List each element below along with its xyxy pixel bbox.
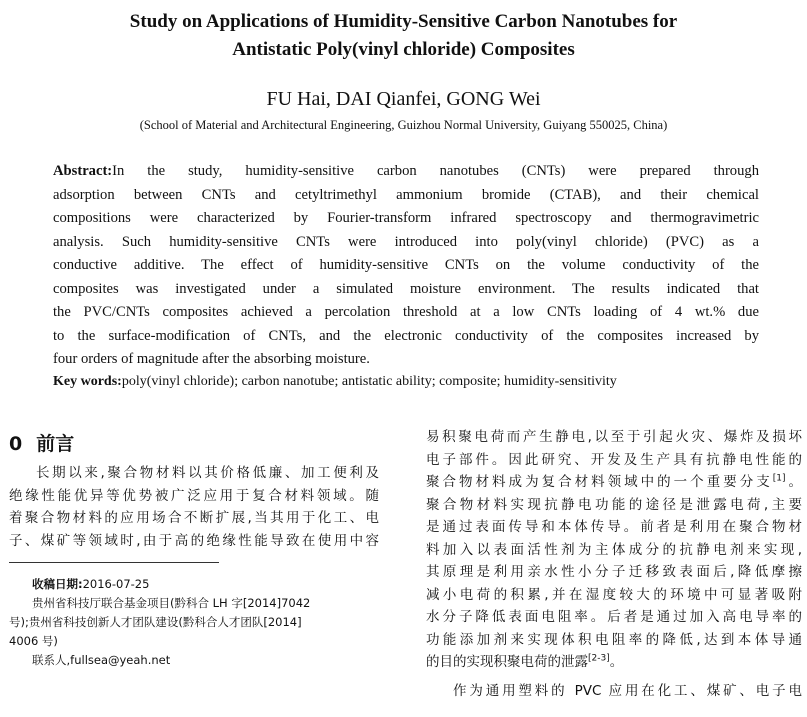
left-column: [9, 426, 379, 670]
fund-line: 贵州省科技厅联合基金项目(黔科合 LH 字[2014]7042: [32, 596, 311, 610]
abstract-line: the PVC/CNTs composites achieved a percolation threshold at a low CNTs loading of 4 wt.% due: [53, 304, 759, 320]
body-line: 水分子降低表面电阻率。后者是通过加入高电导率的: [426, 609, 802, 625]
authors: FU Hai, DAI Qianfei, GONG Wei: [266, 88, 541, 110]
section-heading: [9, 426, 379, 462]
fund-line: 4006 号): [9, 634, 58, 648]
left-body-text: [9, 462, 379, 552]
body-line: 子、煤矿等领域时,由于高的绝缘性能导致在使用中容: [9, 532, 379, 549]
keywords-text: poly(vinyl chloride); carbon nanotube; antistatic ability; composite; humidity-sensitivity: [121, 374, 617, 389]
body-line: 长期以来,聚合物材料以其价格低廉、加工便利及: [36, 465, 379, 481]
body-line: 电子部件。因此研究、开发及生产具有抗静电性能的: [426, 451, 802, 468]
body-line: 着聚合物材料的应用场合不断扩展,当其用于化工、电: [9, 510, 379, 526]
citation: [2-3]: [588, 653, 610, 664]
right-column: [426, 426, 802, 702]
contact-email: fullsea@yeah.net: [70, 653, 171, 667]
abstract-line: four orders of magnitude after the absorbing moisture.: [53, 351, 370, 367]
footnote: [9, 575, 379, 670]
abstract-line: conductive additive. The effect of humidity-sensitive CNTs on the volume conductivity of the: [53, 257, 759, 273]
body-line: 料加入以表面活性剂为主体成分的抗静电剂来实现,: [426, 541, 802, 558]
body-line: 作为通用塑料的 PVC 应用在化工、煤矿、电子电: [453, 682, 802, 699]
abstract-line: analysis. Such humidity-sensitive CNTs were introduced into poly(vinyl chloride) (PVC) as a: [53, 233, 759, 250]
citation: [1]: [772, 473, 786, 484]
abstract: [53, 160, 759, 372]
body-line: 聚合物材料成为复合材料领域中的一个重要分支[1]。: [426, 473, 802, 490]
keywords: [53, 371, 759, 393]
footnote-divider: [9, 562, 219, 563]
body-line: 是通过表面传导和本体传导。前者是利用在聚合物材: [426, 519, 802, 535]
paper-title-line-1: Study on Applications of Humidity-Sensitive Carbon Nanotubes for: [129, 11, 678, 32]
section-title: 前言: [36, 433, 75, 455]
abstract-line: Abstract:In the study, humidity-sensitive carbon nanotubes (CNTs) were prepared through: [53, 163, 759, 179]
paper-title-line-2: Antistatic Poly(vinyl chloride) Composites: [232, 39, 575, 60]
abstract-line: compositions were characterized by Fourier-transform infrared spectroscopy and thermogravimetric: [53, 210, 759, 226]
section-number: 0: [9, 433, 23, 455]
abstract-label: Abstract:: [53, 163, 113, 179]
body-line: 的目的实现积聚电荷的泄露[2-3]。: [426, 653, 624, 670]
keywords-label: Key words:: [53, 374, 122, 389]
affiliation: (School of Material and Architectural Engineering, Guizhou Normal University, Guiyang 550025, China): [139, 118, 668, 132]
body-line: 聚合物材料实现抗静电功能的途径是泄露电荷,主要: [426, 496, 802, 513]
body-line: 减小电荷的积累,并在湿度较大的环境中可显著吸附: [426, 586, 802, 603]
body-line: 功能添加剂来实现体积电阻率的降低,达到本体导通: [426, 631, 802, 648]
contact: 联系人,fullsea@yeah.net: [32, 653, 171, 667]
body-line: 易积聚电荷而产生静电,以至于引起火灾、爆炸及损坏: [426, 429, 802, 445]
abstract-line: composites was investigated under a simulated moisture environment. The results indicated that: [53, 280, 759, 297]
body-line: 其原理是利用亲水性小分子迁移致表面后,降低摩擦: [426, 564, 802, 580]
abstract-line: to the surface-modification of CNTs, and the electronic conductivity of the composites increased by: [53, 327, 759, 344]
fund-line: 号);贵州省科技创新人才团队建设(黔科合人才团队[2014]: [9, 615, 302, 629]
abstract-line: adsorption between CNTs and cetyltrimethyl ammonium bromide (CTAB), and their chemical: [53, 186, 759, 203]
received-date: 收稿日期:2016-07-25: [32, 577, 150, 591]
right-body-text: [426, 426, 802, 702]
body-line: 绝缘性能优异等优势被广泛应用于复合材料领域。随: [9, 487, 379, 504]
